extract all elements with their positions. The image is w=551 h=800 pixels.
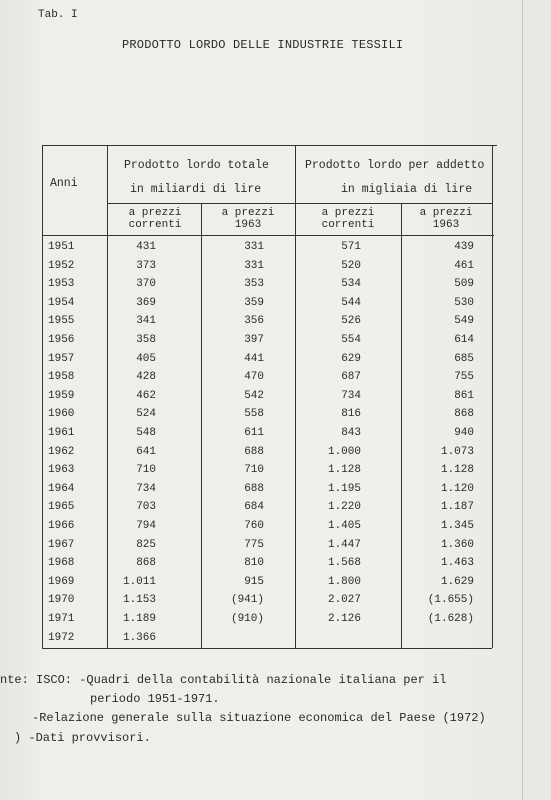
cell-year: 1964	[48, 482, 75, 495]
table-row	[42, 427, 492, 446]
subheader-2-line1: a prezzi	[221, 207, 275, 219]
table-row	[42, 501, 492, 520]
cell-current-total: 373	[136, 259, 156, 272]
cell-year: 1957	[48, 352, 75, 365]
cell-current-total: 358	[136, 334, 156, 346]
table-row	[42, 576, 492, 595]
cell-year: 1961	[48, 427, 75, 439]
cell-current-total: 462	[136, 389, 156, 402]
table-row	[42, 632, 492, 651]
cell-current-total: 428	[136, 371, 156, 384]
table-row	[42, 334, 492, 353]
cell-current-total: 1.011	[122, 575, 156, 588]
cell-year: 1966	[48, 520, 75, 532]
cell-year: 1968	[48, 557, 75, 570]
table-row	[42, 353, 492, 372]
subheader-2	[203, 207, 293, 231]
cell-current-total: 710	[136, 464, 156, 477]
header-anni: Anni	[50, 177, 78, 190]
table-row	[42, 241, 492, 260]
table-row	[42, 483, 492, 502]
cell-year: 1958	[48, 371, 75, 384]
cell-1963-total: 710	[244, 464, 264, 477]
cell-year: 1959	[48, 389, 75, 402]
cell-current-per-worker: 534	[341, 278, 361, 291]
cell-1963-total: 441	[244, 352, 264, 365]
cell-1963-total: 331	[244, 259, 264, 272]
cell-1963-per-worker: 461	[454, 259, 474, 272]
subheader-1	[110, 207, 200, 231]
subheader-1-line1: a prezzi	[128, 207, 182, 219]
header-group1-line2: in miliardi di lire	[130, 183, 262, 196]
cell-1963-per-worker: 1.187	[440, 501, 474, 514]
cell-1963-total: 331	[244, 241, 264, 253]
cell-current-total: 825	[136, 538, 156, 551]
cell-current-total: 341	[136, 315, 156, 328]
cell-current-per-worker: 1.000	[327, 445, 361, 458]
cell-year: 1951	[48, 241, 75, 253]
cell-1963-per-worker: 1.120	[440, 482, 474, 495]
subheader-4	[402, 207, 490, 231]
cell-1963-per-worker: 685	[454, 352, 474, 365]
table-row	[42, 539, 492, 558]
cell-1963-total: 611	[244, 427, 264, 439]
cell-current-total: 548	[136, 427, 156, 439]
cell-1963-total: 684	[244, 501, 264, 514]
cell-1963-per-worker: 861	[454, 389, 474, 402]
table-row	[42, 260, 492, 279]
cell-1963-per-worker: 509	[454, 278, 474, 291]
table-row	[42, 557, 492, 576]
cell-current-per-worker: 1.405	[327, 520, 361, 532]
cell-1963-per-worker: (1.655)	[427, 594, 474, 607]
cell-1963-total: 353	[244, 278, 264, 291]
source-line-2: periodo 1951-1971.	[90, 692, 220, 706]
cell-1963-per-worker: 1.345	[440, 520, 474, 532]
cell-1963-total: 810	[244, 557, 264, 570]
cell-1963-total: 359	[244, 296, 264, 309]
cell-current-per-worker: 734	[341, 389, 361, 402]
cell-current-per-worker: 843	[341, 427, 361, 439]
cell-current-total: 1.366	[122, 631, 156, 644]
header-group2-line1: Prodotto lordo per addetto	[305, 159, 485, 172]
cell-1963-per-worker: 940	[454, 427, 474, 439]
cell-1963-per-worker: (1.628)	[427, 613, 474, 625]
cell-current-total: 868	[136, 557, 156, 570]
cell-current-per-worker: 816	[341, 408, 361, 421]
cell-current-per-worker: 2.027	[327, 594, 361, 607]
cell-year: 1960	[48, 408, 75, 421]
cell-current-total: 369	[136, 296, 156, 309]
source-line-3: -Relazione generale sulla situazione economica del Paese (1972)	[32, 711, 486, 725]
cell-1963-per-worker: 549	[454, 315, 474, 328]
cell-current-per-worker: 554	[341, 334, 361, 346]
cell-1963-per-worker: 1.128	[440, 464, 474, 477]
cell-current-per-worker: 1.447	[327, 538, 361, 551]
header-group1-line1: Prodotto lordo totale	[124, 159, 269, 172]
cell-current-total: 794	[136, 520, 156, 532]
cell-1963-total: 688	[244, 445, 264, 458]
cell-1963-per-worker: 530	[454, 296, 474, 309]
subheader-2-line2: 1963	[234, 219, 262, 231]
cell-1963-per-worker: 1.073	[440, 445, 474, 458]
cell-year: 1967	[48, 538, 75, 551]
subheader-4-line1: a prezzi	[419, 207, 473, 219]
subheader-3-line2: correnti	[321, 219, 375, 231]
cell-1963-per-worker: 439	[454, 241, 474, 253]
cell-1963-total: 397	[244, 334, 264, 346]
cell-current-total: 1.153	[122, 594, 156, 607]
cell-1963-per-worker: 1.360	[440, 538, 474, 551]
header-group2-line2: in migliaia di lire	[341, 183, 473, 196]
table-row	[42, 297, 492, 316]
cell-current-per-worker: 2.126	[327, 613, 361, 625]
cell-1963-total: 915	[244, 575, 264, 588]
cell-current-per-worker: 544	[341, 296, 361, 309]
cell-current-total: 641	[136, 445, 156, 458]
cell-year: 1972	[48, 631, 75, 644]
cell-year: 1963	[48, 464, 75, 477]
subheader-3	[298, 207, 398, 231]
cell-year: 1953	[48, 278, 75, 291]
subheader-rule-right	[296, 203, 492, 204]
cell-current-per-worker: 526	[341, 315, 361, 328]
source-line-4: ) -Dati provvisori.	[14, 731, 151, 745]
cell-year: 1952	[48, 259, 75, 272]
cell-1963-total: 558	[244, 408, 264, 421]
table-row	[42, 464, 492, 483]
table-row	[42, 390, 492, 409]
cell-1963-total: 356	[244, 315, 264, 328]
cell-1963-per-worker: 868	[454, 408, 474, 421]
cell-current-per-worker: 571	[341, 241, 361, 253]
cell-1963-per-worker: 755	[454, 371, 474, 384]
cell-year: 1956	[48, 334, 75, 346]
table-row	[42, 278, 492, 297]
cell-1963-per-worker: 1.463	[440, 557, 474, 570]
table-row	[42, 520, 492, 539]
cell-current-per-worker: 520	[341, 259, 361, 272]
cell-1963-per-worker: 614	[454, 334, 474, 346]
cell-1963-total: 760	[244, 520, 264, 532]
cell-current-total: 370	[136, 278, 156, 291]
cell-year: 1954	[48, 296, 75, 309]
cell-year: 1970	[48, 594, 75, 607]
subheader-1-line2: correnti	[128, 219, 182, 231]
cell-current-total: 703	[136, 501, 156, 514]
table-number-label: Tab. I	[38, 9, 78, 21]
subheader-4-line2: 1963	[432, 219, 460, 231]
table-row	[42, 408, 492, 427]
cell-current-per-worker: 687	[341, 371, 361, 384]
cell-current-total: 405	[136, 352, 156, 365]
cell-1963-total: 542	[244, 389, 264, 402]
cell-current-per-worker: 629	[341, 352, 361, 365]
cell-year: 1962	[48, 445, 75, 458]
cell-current-per-worker: 1.128	[327, 464, 361, 477]
cell-current-per-worker: 1.195	[327, 482, 361, 495]
table-row	[42, 594, 492, 613]
table-row	[42, 446, 492, 465]
cell-current-per-worker: 1.568	[327, 557, 361, 570]
cell-1963-total: (910)	[230, 613, 264, 625]
cell-current-total: 524	[136, 408, 156, 421]
source-line-1: nte: ISCO: -Quadri della contabilità nazionale italiana per il	[0, 673, 447, 687]
table-header-rule	[42, 235, 494, 236]
cell-1963-total: 688	[244, 482, 264, 495]
table-row	[42, 315, 492, 334]
page-edge-line	[522, 0, 523, 800]
page-title: PRODOTTO LORDO DELLE INDUSTRIE TESSILI	[122, 38, 404, 52]
cell-year: 1969	[48, 575, 75, 588]
table-row	[42, 371, 492, 390]
cell-current-per-worker: 1.800	[327, 575, 361, 588]
col-divider-right	[492, 145, 493, 648]
cell-current-per-worker: 1.220	[327, 501, 361, 514]
cell-current-total: 734	[136, 482, 156, 495]
cell-year: 1955	[48, 315, 75, 328]
cell-1963-total: 470	[244, 371, 264, 384]
cell-current-total: 1.189	[122, 613, 156, 625]
cell-year: 1971	[48, 613, 75, 625]
cell-1963-total: (941)	[230, 594, 264, 607]
cell-1963-total: 775	[244, 538, 264, 551]
table-row	[42, 613, 492, 632]
table-top-rule	[42, 145, 497, 146]
cell-year: 1965	[48, 501, 75, 514]
cell-1963-per-worker: 1.629	[440, 575, 474, 588]
cell-current-total: 431	[136, 241, 156, 253]
subheader-3-line1: a prezzi	[321, 207, 375, 219]
